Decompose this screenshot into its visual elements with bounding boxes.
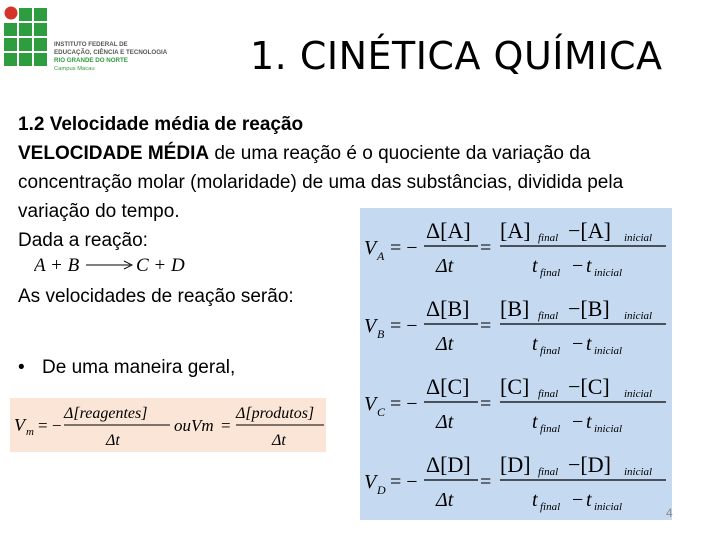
logo-square [34, 53, 47, 66]
rate-lhs-v: V [364, 471, 377, 493]
rate-lhs-sub: C [377, 405, 386, 419]
rate-t-initial: t [586, 411, 592, 433]
rate-delta-t: Δt [436, 489, 454, 511]
general-lhs-sub: m [26, 426, 34, 438]
rate-final-label: final [538, 232, 559, 244]
rate-minus: − [572, 489, 584, 511]
slide-title: 1. CINÉTICA QUÍMICA [250, 34, 663, 78]
logo-red-circle [5, 7, 18, 20]
rate-lhs-v: V [364, 393, 377, 415]
logo-square [19, 53, 32, 66]
rate-t-final-label: final [540, 267, 561, 279]
rate-initial-label: inicial [624, 232, 653, 244]
logo-line-1: INSTITUTO FEDERAL DE [54, 41, 128, 48]
rate-final-label: final [538, 466, 559, 478]
general-eq: = [221, 416, 231, 435]
rate-lhs-sub: B [377, 327, 385, 341]
rate-t-final: t [532, 333, 538, 355]
rate-conc-final: [C] [500, 374, 530, 399]
bullet-text: De uma maneira geral, [42, 357, 236, 378]
rate-conc-final: [D] [500, 452, 531, 477]
reaction-products: C + D [136, 255, 185, 276]
rate-equals: = − [390, 237, 418, 259]
page-number: 4 [666, 506, 673, 520]
rate-t-final-label: final [540, 501, 561, 513]
rate-initial-label: inicial [624, 388, 653, 400]
rate-conc-final: [A] [500, 218, 531, 243]
rate-initial-label: inicial [624, 310, 653, 322]
rate-minus: − [572, 333, 584, 355]
rate-delta-conc: Δ[A] [426, 218, 471, 243]
general-formula-box [10, 398, 326, 452]
definition-text: de uma reação é o quociente da variação da concentração molar (molaridade) de uma das substâncias, dividida pela variação do tempo. [18, 143, 624, 222]
rate-minus: − [572, 411, 584, 433]
rate-t-final: t [532, 255, 538, 277]
rate-delta-t: Δt [436, 255, 454, 277]
rate-minus: − [572, 255, 584, 277]
rate-conc-initial: −[C] [568, 374, 610, 399]
bullet-icon: • [18, 357, 25, 378]
rate-equals-2: = [480, 393, 492, 415]
general-num-reagentes: Δ[reagentes] [64, 405, 148, 422]
logo-square [19, 38, 32, 51]
rate-equals-2: = [480, 315, 492, 337]
general-middle: ouVm [174, 416, 214, 435]
rate-final-label: final [538, 310, 559, 322]
logo-square [34, 23, 47, 36]
logo-line-4: Campus Macau [54, 66, 95, 72]
general-eq-minus: = − [38, 416, 62, 435]
rate-t-initial-label: inicial [594, 267, 623, 279]
rate-formula [364, 218, 666, 279]
rate-conc-initial: −[B] [568, 296, 610, 321]
rate-initial-label: inicial [624, 466, 653, 478]
rate-t-initial-label: inicial [594, 345, 623, 357]
rate-equals-2: = [480, 471, 492, 493]
rate-formula [364, 374, 666, 435]
rate-formula [364, 452, 666, 513]
reaction-equation [34, 252, 204, 278]
rate-t-initial-label: inicial [594, 501, 623, 513]
rate-t-initial: t [586, 333, 592, 355]
rate-formulas [360, 208, 672, 520]
general-den-1: Δt [106, 432, 120, 449]
general-den-2: Δt [272, 432, 286, 449]
general-formula [10, 398, 326, 452]
rate-t-initial: t [586, 489, 592, 511]
logo-line-2: EDUCAÇÃO, CIÊNCIA E TECNOLOGIA [54, 49, 168, 56]
rate-lhs-v: V [364, 315, 377, 337]
rate-equals: = − [390, 471, 418, 493]
velocities-text: As velocidades de reação serão: [18, 286, 294, 307]
rate-t-final: t [532, 489, 538, 511]
rate-conc-initial: −[A] [568, 218, 611, 243]
reaction-reactants: A + B [34, 255, 80, 276]
rate-t-initial-label: inicial [594, 423, 623, 435]
definition-term: VELOCIDADE MÉDIA [18, 143, 210, 164]
logo-squares [4, 7, 47, 67]
rate-equals-2: = [480, 237, 492, 259]
rate-t-initial: t [586, 255, 592, 277]
rate-delta-t: Δt [436, 333, 454, 355]
institution-logo [4, 6, 184, 76]
logo-square [4, 53, 17, 66]
rate-lhs-sub: A [377, 249, 385, 263]
rate-equals: = − [390, 393, 418, 415]
rate-conc-initial: −[D] [568, 452, 611, 477]
logo-square [34, 38, 47, 51]
general-lhs: V [14, 415, 25, 435]
rate-t-final: t [532, 411, 538, 433]
rate-formulas-panel [360, 208, 672, 520]
logo-square [4, 38, 17, 51]
logo-square [19, 8, 32, 21]
rate-delta-conc: Δ[C] [426, 374, 470, 399]
logo-line-3: RIO GRANDE DO NORTE [54, 57, 128, 64]
rate-equals: = − [390, 315, 418, 337]
rate-delta-conc: Δ[D] [426, 452, 471, 477]
rate-formula [364, 296, 666, 357]
logo-square [19, 23, 32, 36]
logo-square [34, 8, 47, 21]
rate-delta-t: Δt [436, 411, 454, 433]
general-num-produtos: Δ[produtos] [236, 405, 315, 422]
rate-lhs-sub: D [377, 483, 386, 497]
rate-conc-final: [B] [500, 296, 530, 321]
rate-t-final-label: final [540, 345, 561, 357]
section-subtitle: 1.2 Velocidade média de reação [18, 114, 304, 135]
given-reaction-label: Dada a reação: [18, 230, 148, 251]
rate-final-label: final [538, 388, 559, 400]
bullet-item [18, 357, 235, 379]
rate-lhs-v: V [364, 237, 377, 259]
rate-t-final-label: final [540, 423, 561, 435]
logo-square [4, 23, 17, 36]
rate-delta-conc: Δ[B] [426, 296, 470, 321]
